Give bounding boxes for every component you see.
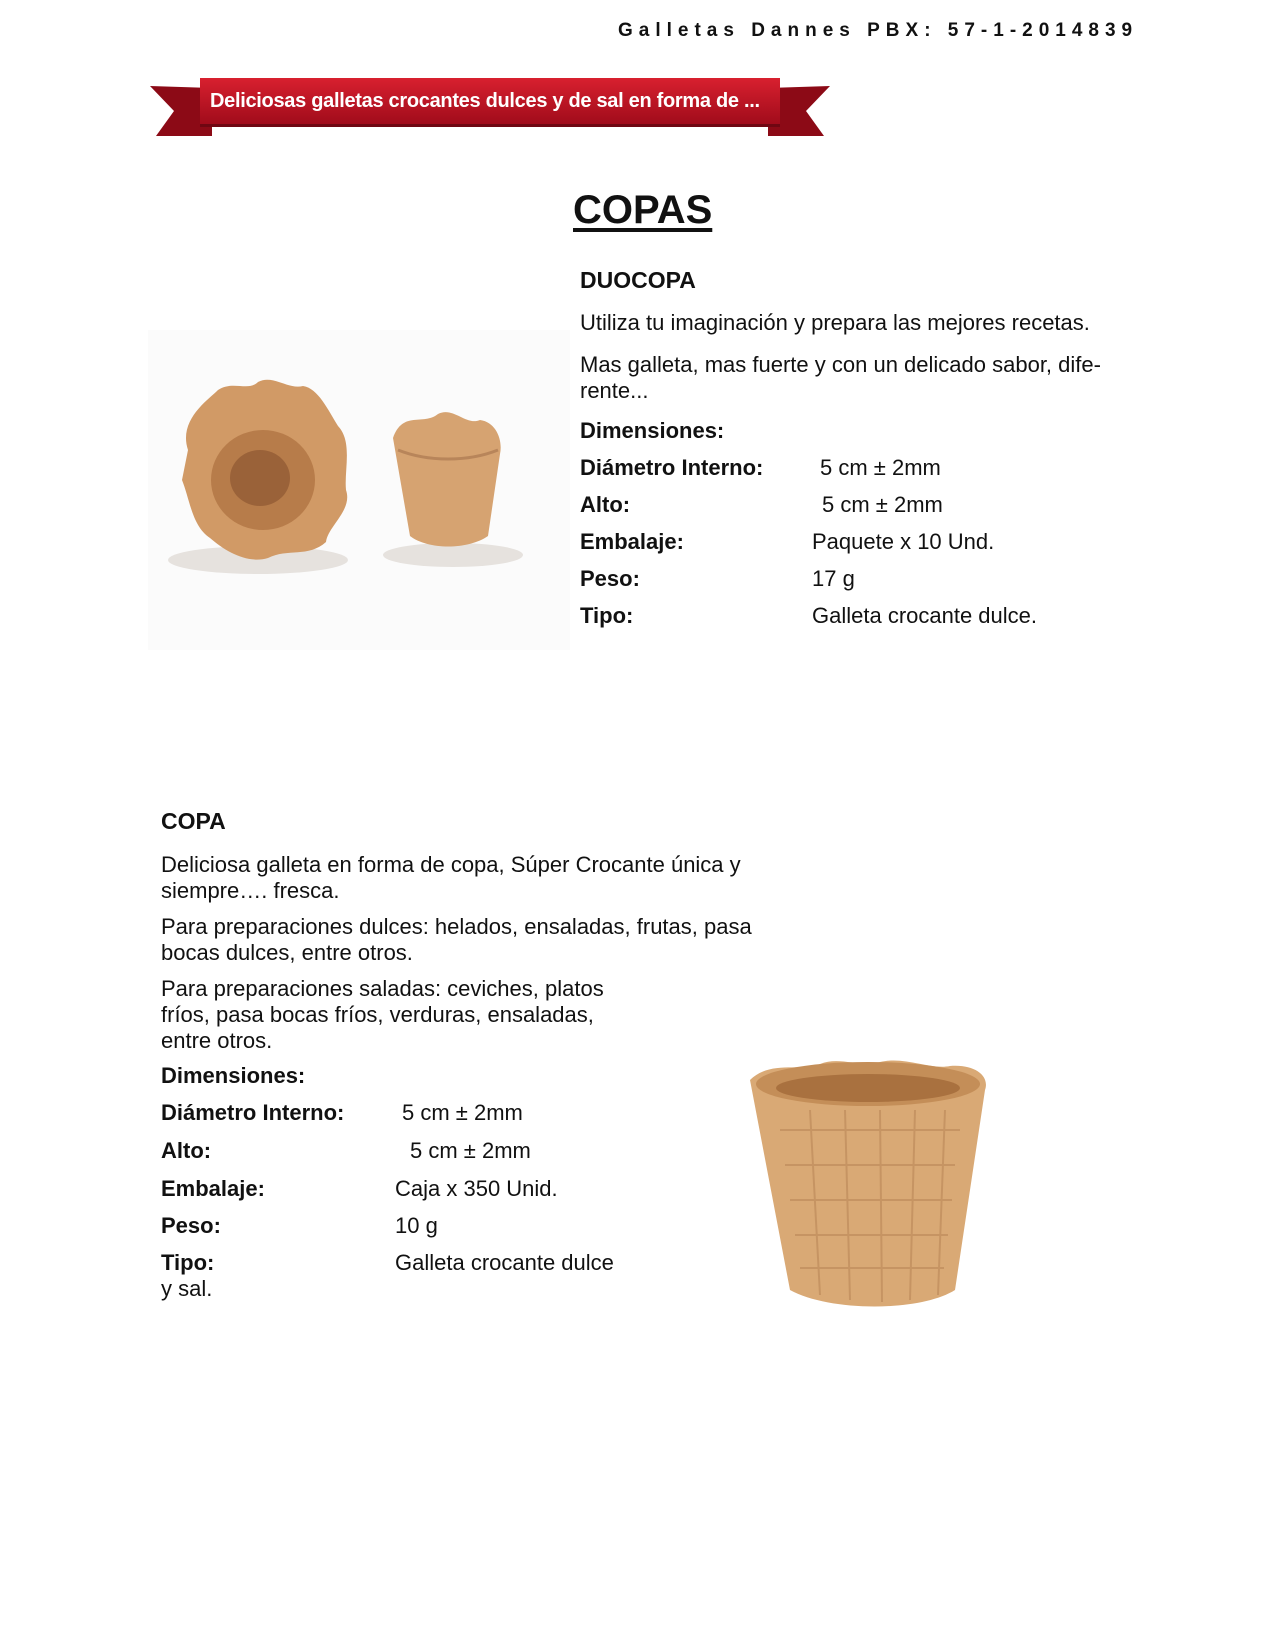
copa-spec-value: Caja x 350 Unid. <box>395 1176 558 1201</box>
duocopa-spec-label: Peso: <box>580 566 640 591</box>
copa-paragraph: fríos, pasa bocas fríos, verduras, ensaladas, <box>161 1002 594 1027</box>
duocopa-paragraph: Utiliza tu imaginación y prepara las mejores recetas. <box>580 310 1090 335</box>
copa-spec-label: Diámetro Interno: <box>161 1100 345 1125</box>
copa-paragraph: siempre…. fresca. <box>161 878 340 903</box>
copa-paragraph: Para preparaciones saladas: ceviches, platos <box>161 976 604 1001</box>
copa-spec-value: 10 g <box>395 1213 438 1238</box>
copa-paragraph: Para preparaciones dulces: helados, ensaladas, frutas, pasa <box>161 914 752 939</box>
duocopa-spec-label: Embalaje: <box>580 529 684 554</box>
banner-text: Deliciosas galletas crocantes dulces y de sal en forma de ... <box>210 90 760 112</box>
duocopa-spec-value: 5 cm ± 2mm <box>820 455 941 480</box>
duocopa-spec-label: Diámetro Interno: <box>580 455 764 480</box>
duocopa-title: DUOCOPA <box>580 267 696 293</box>
copa-tipo-continuation: y sal. <box>161 1276 213 1301</box>
copa-title: COPA <box>161 808 226 834</box>
duocopa-dimensions-label: Dimensiones: <box>580 418 725 443</box>
duocopa-spec-value: 17 g <box>812 566 855 591</box>
duocopa-photo <box>148 330 570 650</box>
copa-spec-label: Tipo: <box>161 1250 215 1275</box>
duocopa-spec-label: Tipo: <box>580 603 634 628</box>
copa-photo <box>740 1050 1000 1320</box>
copa-paragraph: Deliciosa galleta en forma de copa, Súper Crocante única y <box>161 852 741 877</box>
banner-ribbon <box>150 78 830 148</box>
duocopa-spec-label: Alto: <box>580 492 631 517</box>
duocopa-illustration <box>148 330 570 650</box>
duocopa-paragraph: rente... <box>580 378 649 403</box>
copa-spec-label: Peso: <box>161 1213 221 1238</box>
copa-paragraph: entre otros. <box>161 1028 273 1053</box>
copa-spec-label: Embalaje: <box>161 1176 265 1201</box>
copa-spec-value: 5 cm ± 2mm <box>402 1100 523 1125</box>
page-title: COPAS <box>573 188 713 232</box>
copa-paragraph: bocas dulces, entre otros. <box>161 940 413 965</box>
duocopa-paragraph: Mas galleta, mas fuerte y con un delicado sabor, dife- <box>580 352 1101 377</box>
copa-dimensions-label: Dimensiones: <box>161 1063 306 1088</box>
duocopa-spec-value: 5 cm ± 2mm <box>822 492 943 517</box>
copa-spec-label: Alto: <box>161 1138 212 1163</box>
copa-spec-value: 5 cm ± 2mm <box>410 1138 531 1163</box>
copa-spec-value: Galleta crocante dulce <box>395 1250 614 1275</box>
duocopa-spec-value: Paquete x 10 Und. <box>812 529 995 554</box>
duocopa-spec-value: Galleta crocante dulce. <box>812 603 1038 628</box>
header-contact: Galletas Dannes PBX: 57-1-2014839 <box>618 20 1139 41</box>
copa-illustration <box>740 1050 1000 1320</box>
